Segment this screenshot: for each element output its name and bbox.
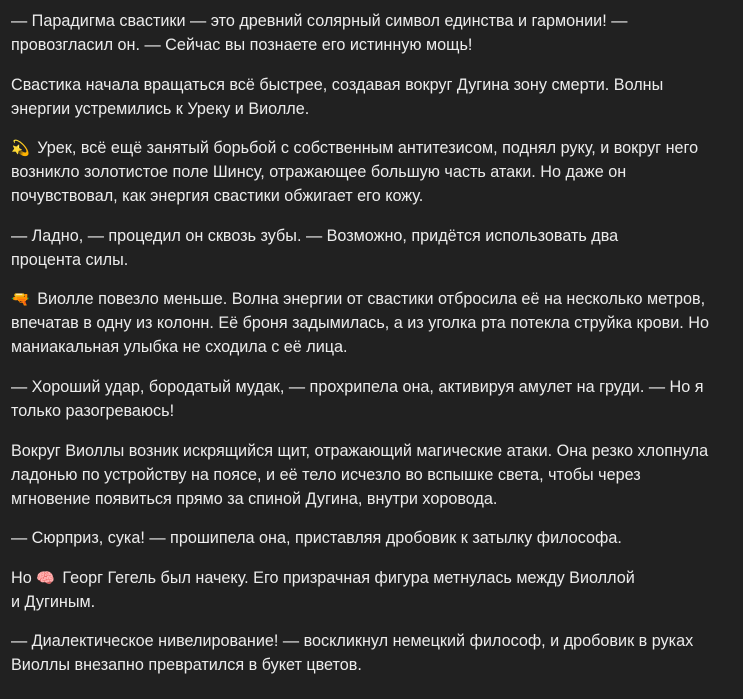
text-line	[11, 160, 731, 184]
line-text: — Парадигма свастики — это древний солярный символ единства и гармонии! —	[11, 12, 628, 30]
text-line	[11, 439, 731, 463]
text-line	[11, 184, 731, 208]
line-text: только разогреваюсь!	[11, 401, 175, 420]
pistol-icon: 🔫	[11, 291, 30, 309]
line-text: процента силы.	[11, 250, 129, 269]
text-line	[11, 9, 731, 33]
line-text: маниакальная улыбка не сходила с её лица.	[11, 338, 348, 357]
text-line	[11, 566, 731, 590]
line-text: впечатав в одну из колонн. Её броня задымилась, а из уголка рта потекла струйка крови. Но	[11, 314, 709, 333]
paragraph	[11, 136, 731, 208]
paragraph	[11, 566, 731, 614]
text-line	[11, 463, 731, 487]
text-line	[11, 526, 731, 550]
paragraph	[11, 375, 731, 423]
text-line	[11, 629, 731, 653]
text-line	[11, 224, 731, 248]
text-line	[11, 487, 731, 511]
story-text	[11, 9, 731, 693]
line-text: провозгласил он. — Сейчас вы познаете его истинную мощь!	[11, 36, 473, 54]
text-line	[11, 73, 731, 97]
line-text: почувствовал, как энергия свастики обжигает его кожу.	[11, 187, 424, 206]
text-line	[11, 287, 731, 311]
line-text: Вокруг Виоллы возник искрящийся щит, отражающий магические атаки. Она резко хлопнула	[11, 441, 709, 460]
line-text: — Диалектическое нивелирование! — воскликнул немецкий философ, и дробовик в руках	[11, 632, 694, 651]
line-text: Георг Гегель был начеку. Его призрачная фигура метнулась между Виоллой	[62, 568, 635, 587]
text-line	[11, 375, 731, 399]
line-text: Виоллы внезапно превратился в букет цветов.	[11, 656, 362, 675]
line-text: Виолле повезло меньше. Волна энергии от свастики отбросила её на несколько метров,	[37, 290, 706, 309]
text-line	[11, 590, 731, 614]
line-text: Урек, всё ещё занятый борьбой с собственным антитезисом, поднял руку, и вокруг него	[37, 139, 699, 158]
paragraph	[11, 287, 731, 359]
text-line	[11, 248, 731, 272]
text-line	[11, 335, 731, 359]
paragraph	[11, 73, 731, 121]
text-line	[11, 311, 731, 335]
text-line	[11, 399, 731, 423]
line-text: — Ладно, — процедил он сквозь зубы. — Возможно, придётся использовать два	[11, 226, 619, 245]
line-text: ладонью по устройству на поясе, и её тело исчезло во вспышке света, чтобы через	[11, 465, 641, 484]
line-text: мгновение появиться прямо за спиной Дугина, внутри хоровода.	[11, 489, 498, 508]
line-text: возникло золотистое поле Шинсу, отражающее большую часть атаки. Но даже он	[11, 163, 627, 182]
paragraph	[11, 629, 731, 677]
line-text: энергии устремились к Уреку и Виолле.	[11, 99, 310, 118]
paragraph	[11, 439, 731, 511]
line-text: и Дугиным.	[11, 592, 96, 611]
text-line	[11, 97, 731, 121]
text-line	[11, 136, 731, 160]
line-text: — Хороший удар, бородатый мудак, — прохрипела она, активируя амулет на груди. — Но я	[11, 377, 704, 396]
paragraph	[11, 224, 731, 272]
paragraph	[11, 526, 731, 550]
line-text: — Сюрприз, сука! — прошипела она, приставляя дробовик к затылку философа.	[11, 529, 622, 548]
paragraph	[11, 9, 731, 57]
dizzy-icon: 💫	[11, 140, 30, 158]
brain-icon: 🧠	[36, 569, 55, 587]
paragraph-prefix: Но	[11, 568, 37, 587]
text-line	[11, 33, 731, 57]
line-text: Свастика начала вращаться всё быстрее, создавая вокруг Дугина зону смерти. Волны	[11, 75, 664, 94]
text-line	[11, 653, 731, 677]
